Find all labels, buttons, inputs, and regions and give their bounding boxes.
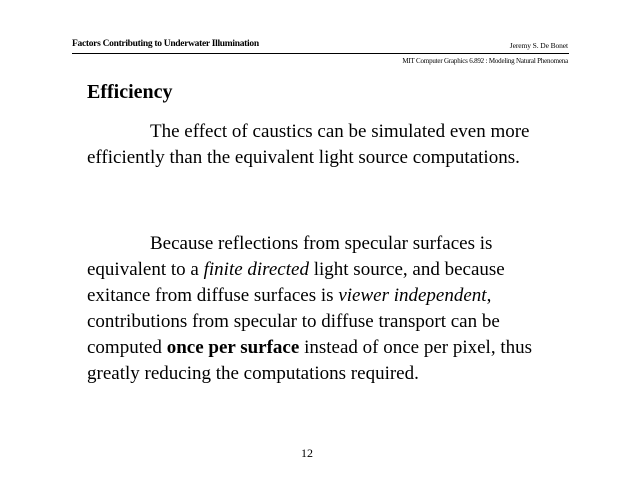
paragraph-text-4: instead of once per pixel, thus greatly reducing the computations required.	[87, 337, 532, 384]
emphasis-finite-directed: finite directed	[203, 259, 309, 280]
paragraph-text-1: Because reflections from specular surfaces is equivalent to a	[87, 233, 493, 280]
slide-title: Efficiency	[87, 81, 173, 103]
emphasis-once-per-surface: once per surface	[166, 337, 300, 358]
header-course: MIT Computer Graphics 6.892 : Modeling Natural Phenomena	[402, 57, 568, 65]
page-number: 12	[301, 446, 313, 460]
header-author: Jeremy S. De Bonet	[509, 41, 568, 50]
emphasis-viewer-independent: viewer independent	[338, 285, 487, 306]
header-divider	[72, 53, 569, 54]
paragraph-text-2: light source, and because exitance from diffuse surfaces is	[87, 259, 505, 306]
paragraph-caustics: The effect of caustics can be simulated even more efficiently than the equivalent light source computations.	[87, 121, 530, 168]
paragraph-reflections	[87, 231, 569, 387]
paragraph-text-3: , contributions from specular to diffuse transport can be computed	[87, 285, 500, 358]
header-title: Factors Contributing to Underwater Illumination	[72, 39, 259, 49]
